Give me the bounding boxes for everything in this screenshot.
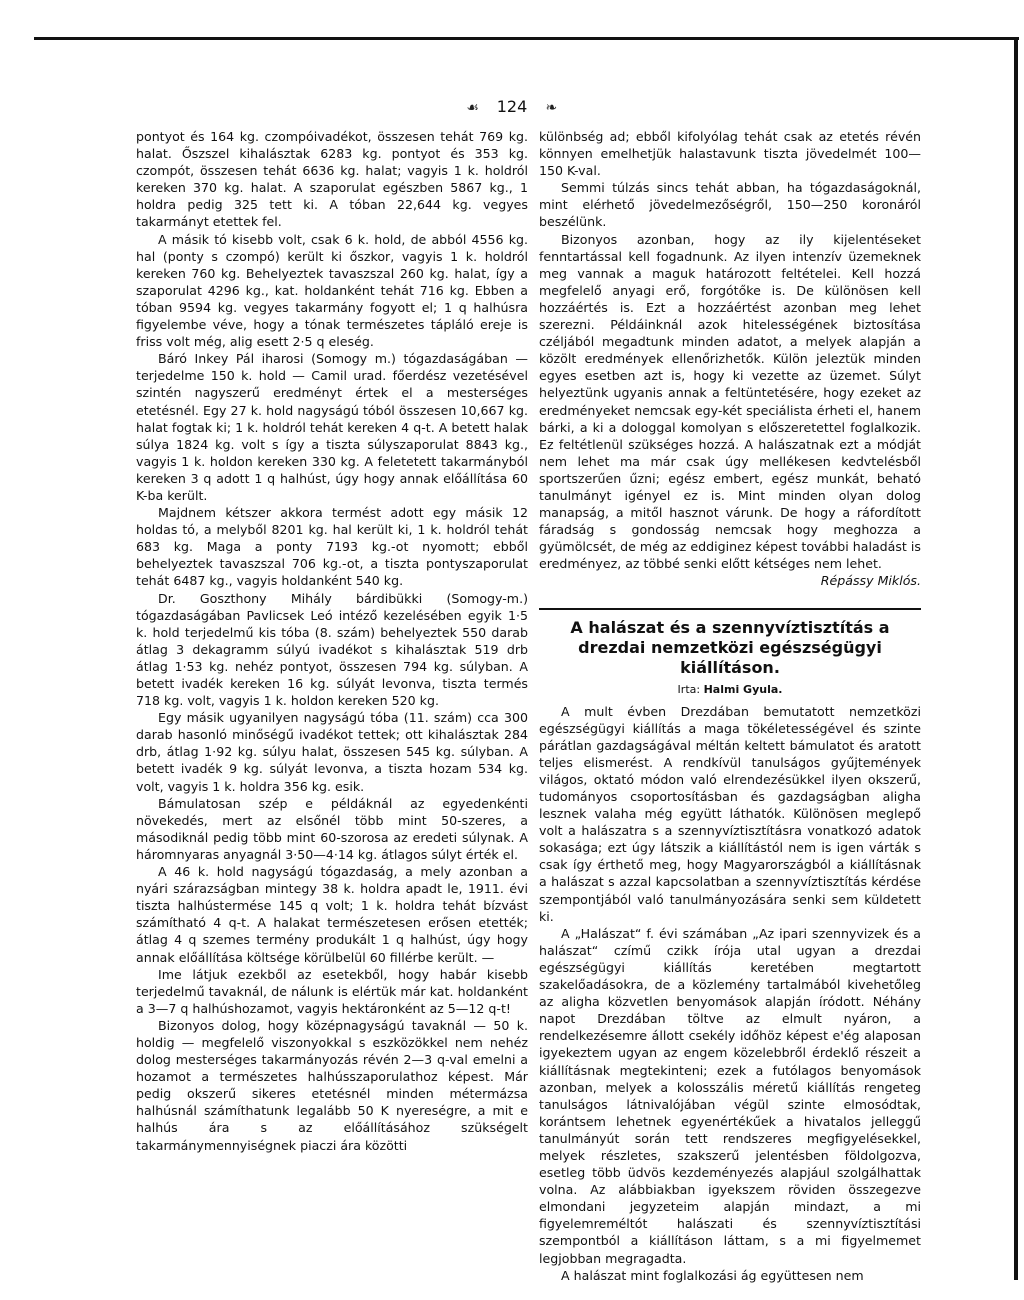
author-line	[539, 682, 921, 697]
paragraph: A „Halászat“ f. évi számában „Az ipari szennyvizek és a halászat“ czímű czikk írója utal ugyan a drezdai egészségügyi kiállítás keretében megtartott szakelőadásokra, de a közlemény tartalmából kivehetőleg az aligha közvetlen benyomások alapján íródott. Néhány napot Drezdában töltve az elmult nyáron, a rendelkezésemre állott csekély időhöz képest e'ég alaposan igyekeztem ugyan az engem közelebbről érdeklő részeit a kiállításnak megtekinteni; ezek a futólagos benyomások azonban, melyek a kolosszális méretű kiállítás rengeteg tanulságos látnivalójában végül szinte elmosódtak, korántsem lehetnek egyenértékűek a hivatalos jelleggű tanulmányút során tett rendszeres megfigyelésekkel, melyek részletes, szakszerű jelentésben földolgozva, esetleg több üdvös kezdeményezés alapjául szolgálhattak volna. Az alábbiakban igyekszem röviden összegezve elmondani jegyzeteim alapján mindazt, a mi figyelemreméltót halászati és szennyvíztisztítási szempontból a kiállításon láttam, s a mi figyelmemet legjobban megragadta.	[539, 925, 921, 1266]
page-number: 124	[496, 97, 528, 116]
right-border-line	[1014, 40, 1018, 1280]
paragraph: különbség ad; ebből kifolyólag tehát csak az etetés révén könnyen emelhetjük halastavunk tiszta jövedelmét 100—150 K-val.	[539, 129, 921, 179]
paragraph: Semmi túlzás sincs tehát abban, ha tógazdaságoknál, mint elérhető jövedelmezőségről, 150—250 koronáról beszélünk.	[539, 180, 921, 230]
ornament-right-icon: ❧	[545, 99, 558, 116]
paragraph: pontyot és 164 kg. czompóivadékot, összesen tehát 769 kg. halat. Őszszel kihalásztak 6283 kg. pontyot és 353 kg. czompót, összesen tehát 6636 kg. halat; vagyis 1 k. holdról kereken 370 kg. halat. A szaporulat egészben 5867 kg., 1 holdra pedig 325 tett ki. A tóban 22,644 kg. vegyes takarmányt etettek fel.	[136, 129, 528, 230]
page-header	[0, 97, 1024, 118]
article-title: A halászat és a szennyvíztisztítás a drezdai nemzetközi egészségügyi kiállításon.	[570, 617, 890, 677]
author-prefix: Irta:	[677, 682, 701, 696]
paragraph: Bizonyos azonban, hogy az ily kijelentéseket fenntartással kell fogadnunk. Az ilyen intenzív üzemeknek meg vannak a maguk határozott feltételei. Kell hozzá megfelelő anyagi erő, forgótőke is. De különösen kell hozzáértés is. Ezt a hozzáértést azonban meg lehet szerezni. Példáinknál azok hitelességének biztosítása czéljából megadtunk minden adatot, a melyek alapján a közölt eredmények ellenőrizhetők. Külön jeleztük minden egyes esetben azt is, hogy ki vezette az üzemet. Súlyt helyeztünk ugyanis annak a feltüntetésére, hogy ezeket az eredményeket nemcsak egy-két speciálistа érheti el, hanem bárki, a ki a dologgal komolyan s előszeretettel foglalkozik. Ez feltétlenül szükséges hozzá. A halászatnak ezt a módját nem lehet ma már csak úgy mellékesen kedvtelésből sportszerűen űzni; egész embert, egész munkát, beható tanulmányt igényel ez is. Mint minden olyan dolog manapság, a mitől hasznot várunk. De hogy a ráfordított fáradság s gondosság nemcsak hogy meghozza a gyümölcsét, de még az eddiginez képest további haladást is eredményez, az többé senki előtt kétséges nem lehet.	[539, 231, 921, 572]
paragraph: Majdnem kétszer akkora termést adott egy másik 12 holdas tó, a melyből 8201 kg. hal került ki, 1 k. holdról tehát 683 kg. Maga a ponty 7193 kg.-ot nyomott; ebből behelyeztek tavaszszal 706 kg.-ot, a tiszta pontyszaporulat tehát 6487 kg., vagyis holdanként 540 kg.	[136, 505, 528, 589]
paragraph: A másik tó kisebb volt, csak 6 k. hold, de abból 4556 kg. hal (ponty s czompó) került ki őszkor, vagyis 1 k. holdról kereken 760 kg. Behelyeztek tavaszszal 260 kg. halat, így a szaporulat 4296 kg., kat. holdanként tehát 716 kg. Ebben a tóban 9594 kg. vegyes takarmány fogyott el; 1 q halhúsra figyelembe véve, hogy a tónak természetes tápláló ereje is friss volt még, alig esett 2·5 q eleség.	[136, 231, 528, 350]
paragraph: Egy másik ugyanilyen nagyságú tóba (11. szám) cca 300 darab hasonló minőségű ivadékot tettek; ott kihalásztak 284 drb, átlag 1·92 kg. súlyu halat, összesen 545 kg. súlyban. A betett ivadék 9 kg. súlyát levonva, a tiszta hozam 534 kg. volt, vagyis 1 k. holdra 356 kg. esik.	[136, 710, 528, 794]
paragraph: Báró Inkey Pál iharosi (Somogy m.) tógazdaságában — terjedelme 150 k. hold — Camil urad. főerdész vezetésével szintén nagyszerű eredményt értek el a mesterséges etetésnél. Egy 27 k. hold nagyságú tóból összesen 10,667 kg. halat fogtak ki; 1 k. holdról tehát kereken 4 q-t. A betett halak súlya 1824 kg. volt s így a tiszta súlyszaporulat 8843 kg., vagyis 1 k. holdon kereken 330 kg. A feletetett takarmányból kereken 3 q adott 1 q halhúst, úgy hogy annak előállítása 60 K-ba került.	[136, 351, 528, 503]
right-column	[539, 128, 921, 1284]
paragraph: A 46 k. hold nagyságú tógazdaság, a mely azonban a nyári szárazságban mintegy 38 k. holdra apadt le, 1911. évi tiszta halhústermése 145 q volt; 1 k. holdra tehát bízvást számítható 4 q-t. A halakat természetesen erősen etették; átlag 4 q szemes termény produkált 1 q halhúst, úgy hogy annak előállítása költsége körülbelül 60 fillérbe került. —	[136, 864, 528, 965]
paragraph: A halászat mint foglalkozási ág együttesen nem	[561, 1267, 864, 1283]
paragraph: Bizonyos dolog, hogy középnagyságú tavaknál — 50 k. holdig — megfelelő viszonyokkal s eszközökkel nem nehéz dolog mesterséges takarmányozás révén 2—3 q-val emelni a hozamot a természetes halhússzaporulathoz képest. Már pedig okszerű sikeres etetésnél minden métermázsa halhúsnál számíthatunk legalább 50 K nyereségre, a mit e halhús ára s az előállításához szükségelt takarmánymennyiségnek piaczi ára közötti	[136, 1017, 528, 1153]
ornament-left-icon: ☙	[466, 99, 479, 116]
paragraph: A mult évben Drezdában bemutatott nemzetközi egészségügyi kiállítás a maga tökéletességével és szinte párátlan gazdagságával méltán keltett bámulatot és aratott teljes elismerést. A rendkívül tanulságos gyűjtemények világos, oktató módon való elrendezésükkel ilyen okszerű, tudományos csoportosításban és gazdagságban aligha lesznek valaha még együtt láthatók. Különösen meglepő volt a halászatra s a szennyvíztisztításra vonatkozó adatok sokasága; ezt úgy látszik a kiállítástól nem is igen várták s csak így érthető meg, hogy Magyarországból a kiállításnak a halászat s azzal kapcsolatban a szennyvíztisztítás kérdése szempontjából való tanulmányozására senki sem küldetett ki.	[539, 703, 921, 924]
paragraph: Dr. Goszthony Mihály bárdibükki (Somogy-m.) tógazdaságában Pavlicsek Leó intéző kezelésében egyik 1·5 k. hold terjedelmű kis tóba (8. szám) behelyeztek 550 darab átlag 3 dekagramm súlyú ivadékot s kihalásztak 519 drb átlag 1·53 kg. nehéz pontyot, összesen 794 kg. súlyban. A betett ivadék kereken 16 kg. súlyát levonva, tiszta termés 718 kg. volt, vagyis 1 k. holdon kereken 520 kg.	[136, 590, 528, 709]
paragraph: Ime látjuk ezekből az esetekből, hogy habár kisebb terjedelmű tavaknál, de nálunk is elértük már kat. holdanként a 3—7 q halhúshozamot, vagyis hektáronként az 5—12 q-t!	[136, 966, 528, 1016]
top-border-line	[34, 37, 1019, 40]
section-divider	[539, 608, 921, 610]
author-name: Halmi Gyula.	[703, 682, 783, 696]
paragraph: Bámulatosan szép e példáknál az egyedenkénti növekedés, mert az elsőnél több mint 50-szeres, a másodiknál pedig több mint 60-szorosa az eredeti súlynak. A háromnyaras anyagnál 3·50—4·14 kg. átlagos súlyt érték el.	[136, 795, 528, 862]
left-column	[136, 128, 528, 1154]
article-signature: Répássy Miklós.	[820, 573, 921, 589]
